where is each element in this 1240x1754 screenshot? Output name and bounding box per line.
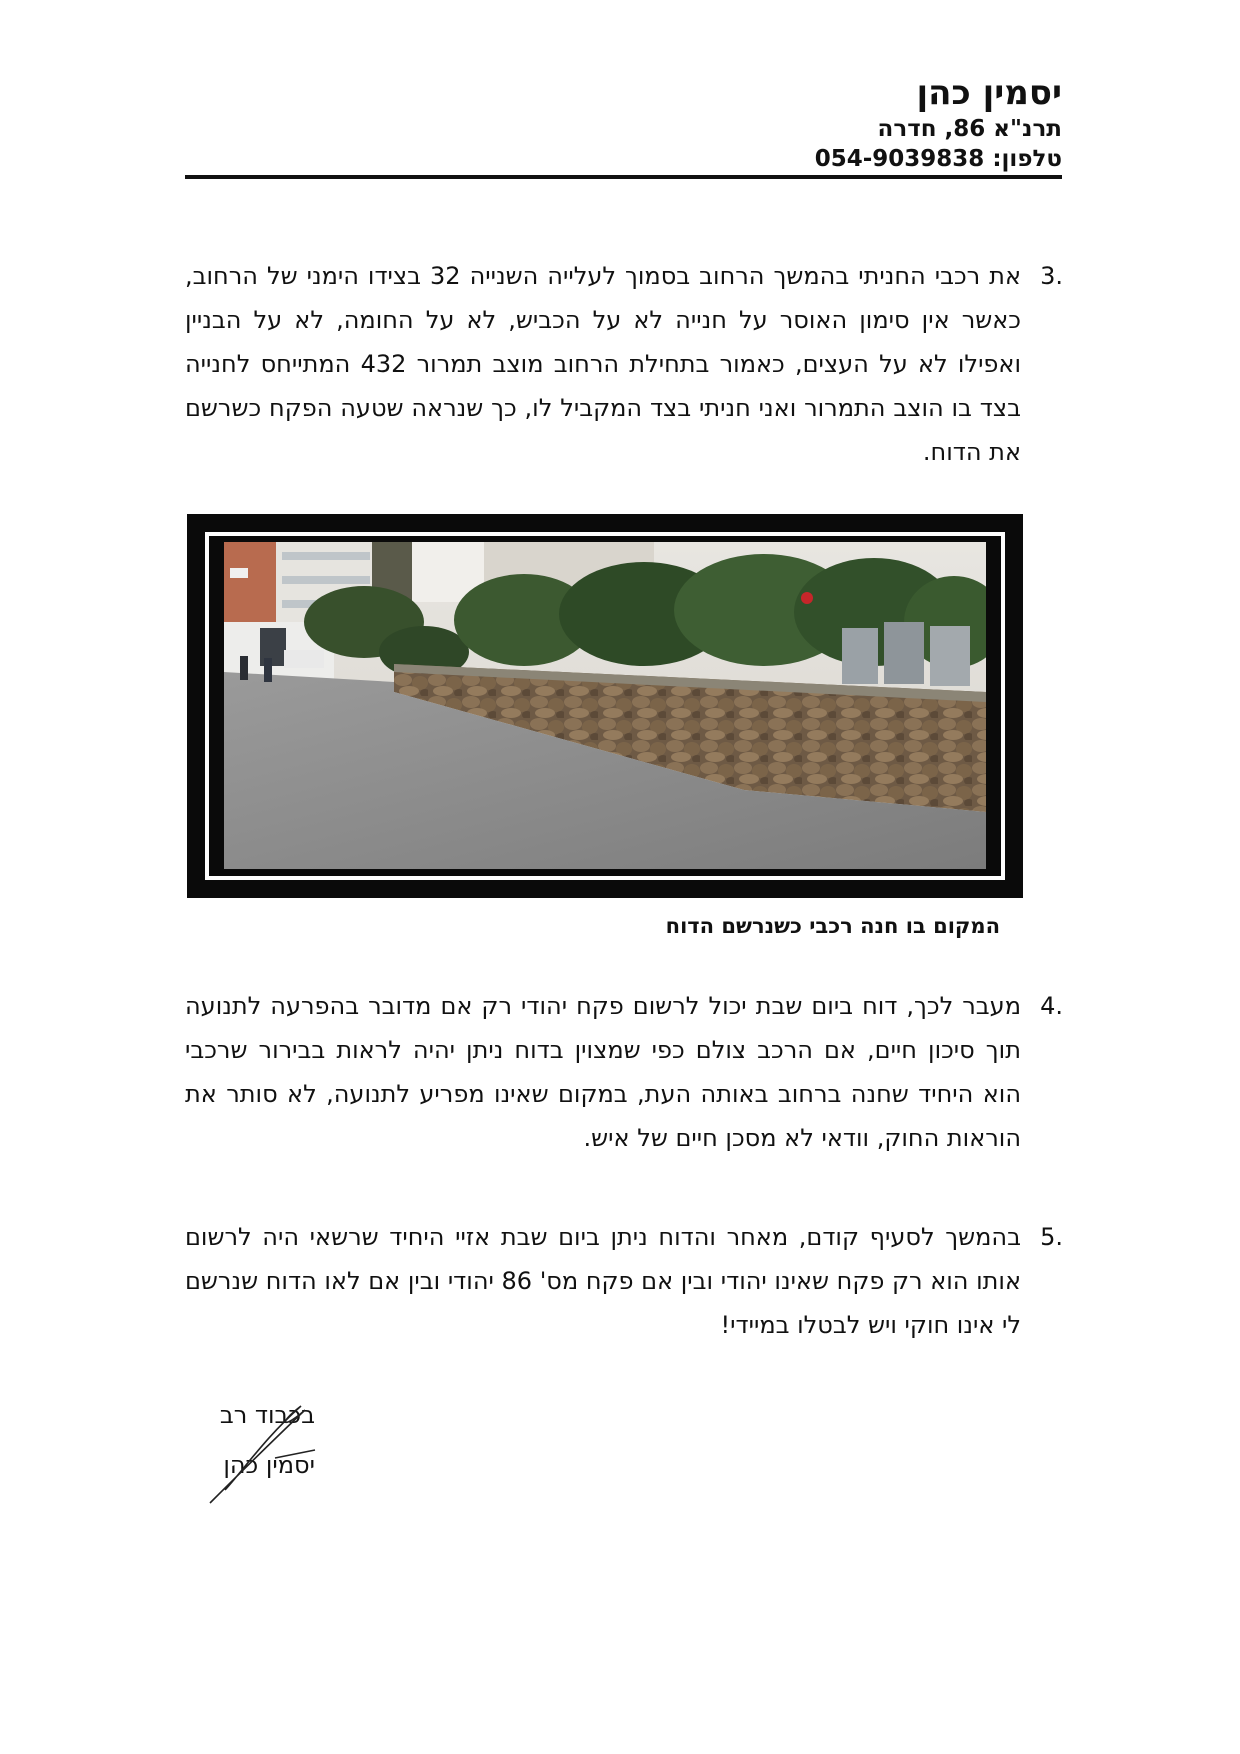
street-photo: [224, 542, 986, 869]
paragraph-number: 3.: [1040, 262, 1063, 290]
paragraph-4: [185, 984, 1063, 1160]
paragraph-number: 5.: [1040, 1223, 1063, 1251]
closing-salutation: בכבוד רב: [219, 1401, 315, 1429]
street-photo-frame: [187, 514, 1023, 898]
paragraph-text: את רכבי החניתי בהמשך הרחוב בסמוך לעלייה השנייה 32 בצידו הימני של הרחוב, כאשר אין סימון האוסר על חנייה לא על הכביש, לא על החומה, לא על הבניין ואפילו לא על העצים, כאמור בתחילת הרחוב מוצב תמרור 432 המתייחס לחנייה בצד בו הוצב התמרור ואני חניתי בצד המקביל לו, כך שנראה שטעה הפקח כשרשם את הדוח.: [185, 262, 1022, 466]
closing-signer: יסמין כהן: [223, 1451, 315, 1479]
paragraph-text: בהמשך לסעיף קודם, מאחר והדוח ניתן ביום שבת אזיי היחיד שרשאי היה לרשום אותו הוא רק פקח שאינו יהודי ובין אם פקח מס' 86 יהודי ובין אם לאו הדוח שנרשם לי אינו חוקי ויש לבטלו במיידי!: [185, 1223, 1021, 1339]
phone-label: טלפון:: [992, 146, 1062, 172]
sender-address: תרנ"א 86, חדרה: [877, 116, 1062, 142]
paragraph-5: [185, 1215, 1063, 1347]
letterhead: [815, 72, 1062, 174]
paragraph-text: מעבר לכך, דוח ביום שבת יכול לרשום פקח יהודי רק אם מדובר בהפרעה לתנועה תוך סיכון חיים, אם הרכב צולם כפי שמצוין בדוח ניתן יהיה לראות בבירור שרכבי הוא היחיד שחנה ברחוב באותה העת, במקום שאינו מפריע לתנועה, לא סותר את הוראות החוק, וודאי לא מסכן חיים של איש.: [185, 992, 1021, 1152]
paragraph-number: 4.: [1040, 992, 1063, 1020]
handwritten-signature: [205, 1398, 325, 1508]
header-divider: [185, 175, 1062, 179]
photo-caption: המקום בו חנה רכבי כשנרשם הדוח: [665, 914, 1000, 938]
sender-name: יסמין כהן: [916, 73, 1062, 113]
paragraph-3: [185, 254, 1063, 474]
phone-number: 054-9039838: [814, 146, 985, 172]
sender-phone: [815, 144, 1062, 174]
